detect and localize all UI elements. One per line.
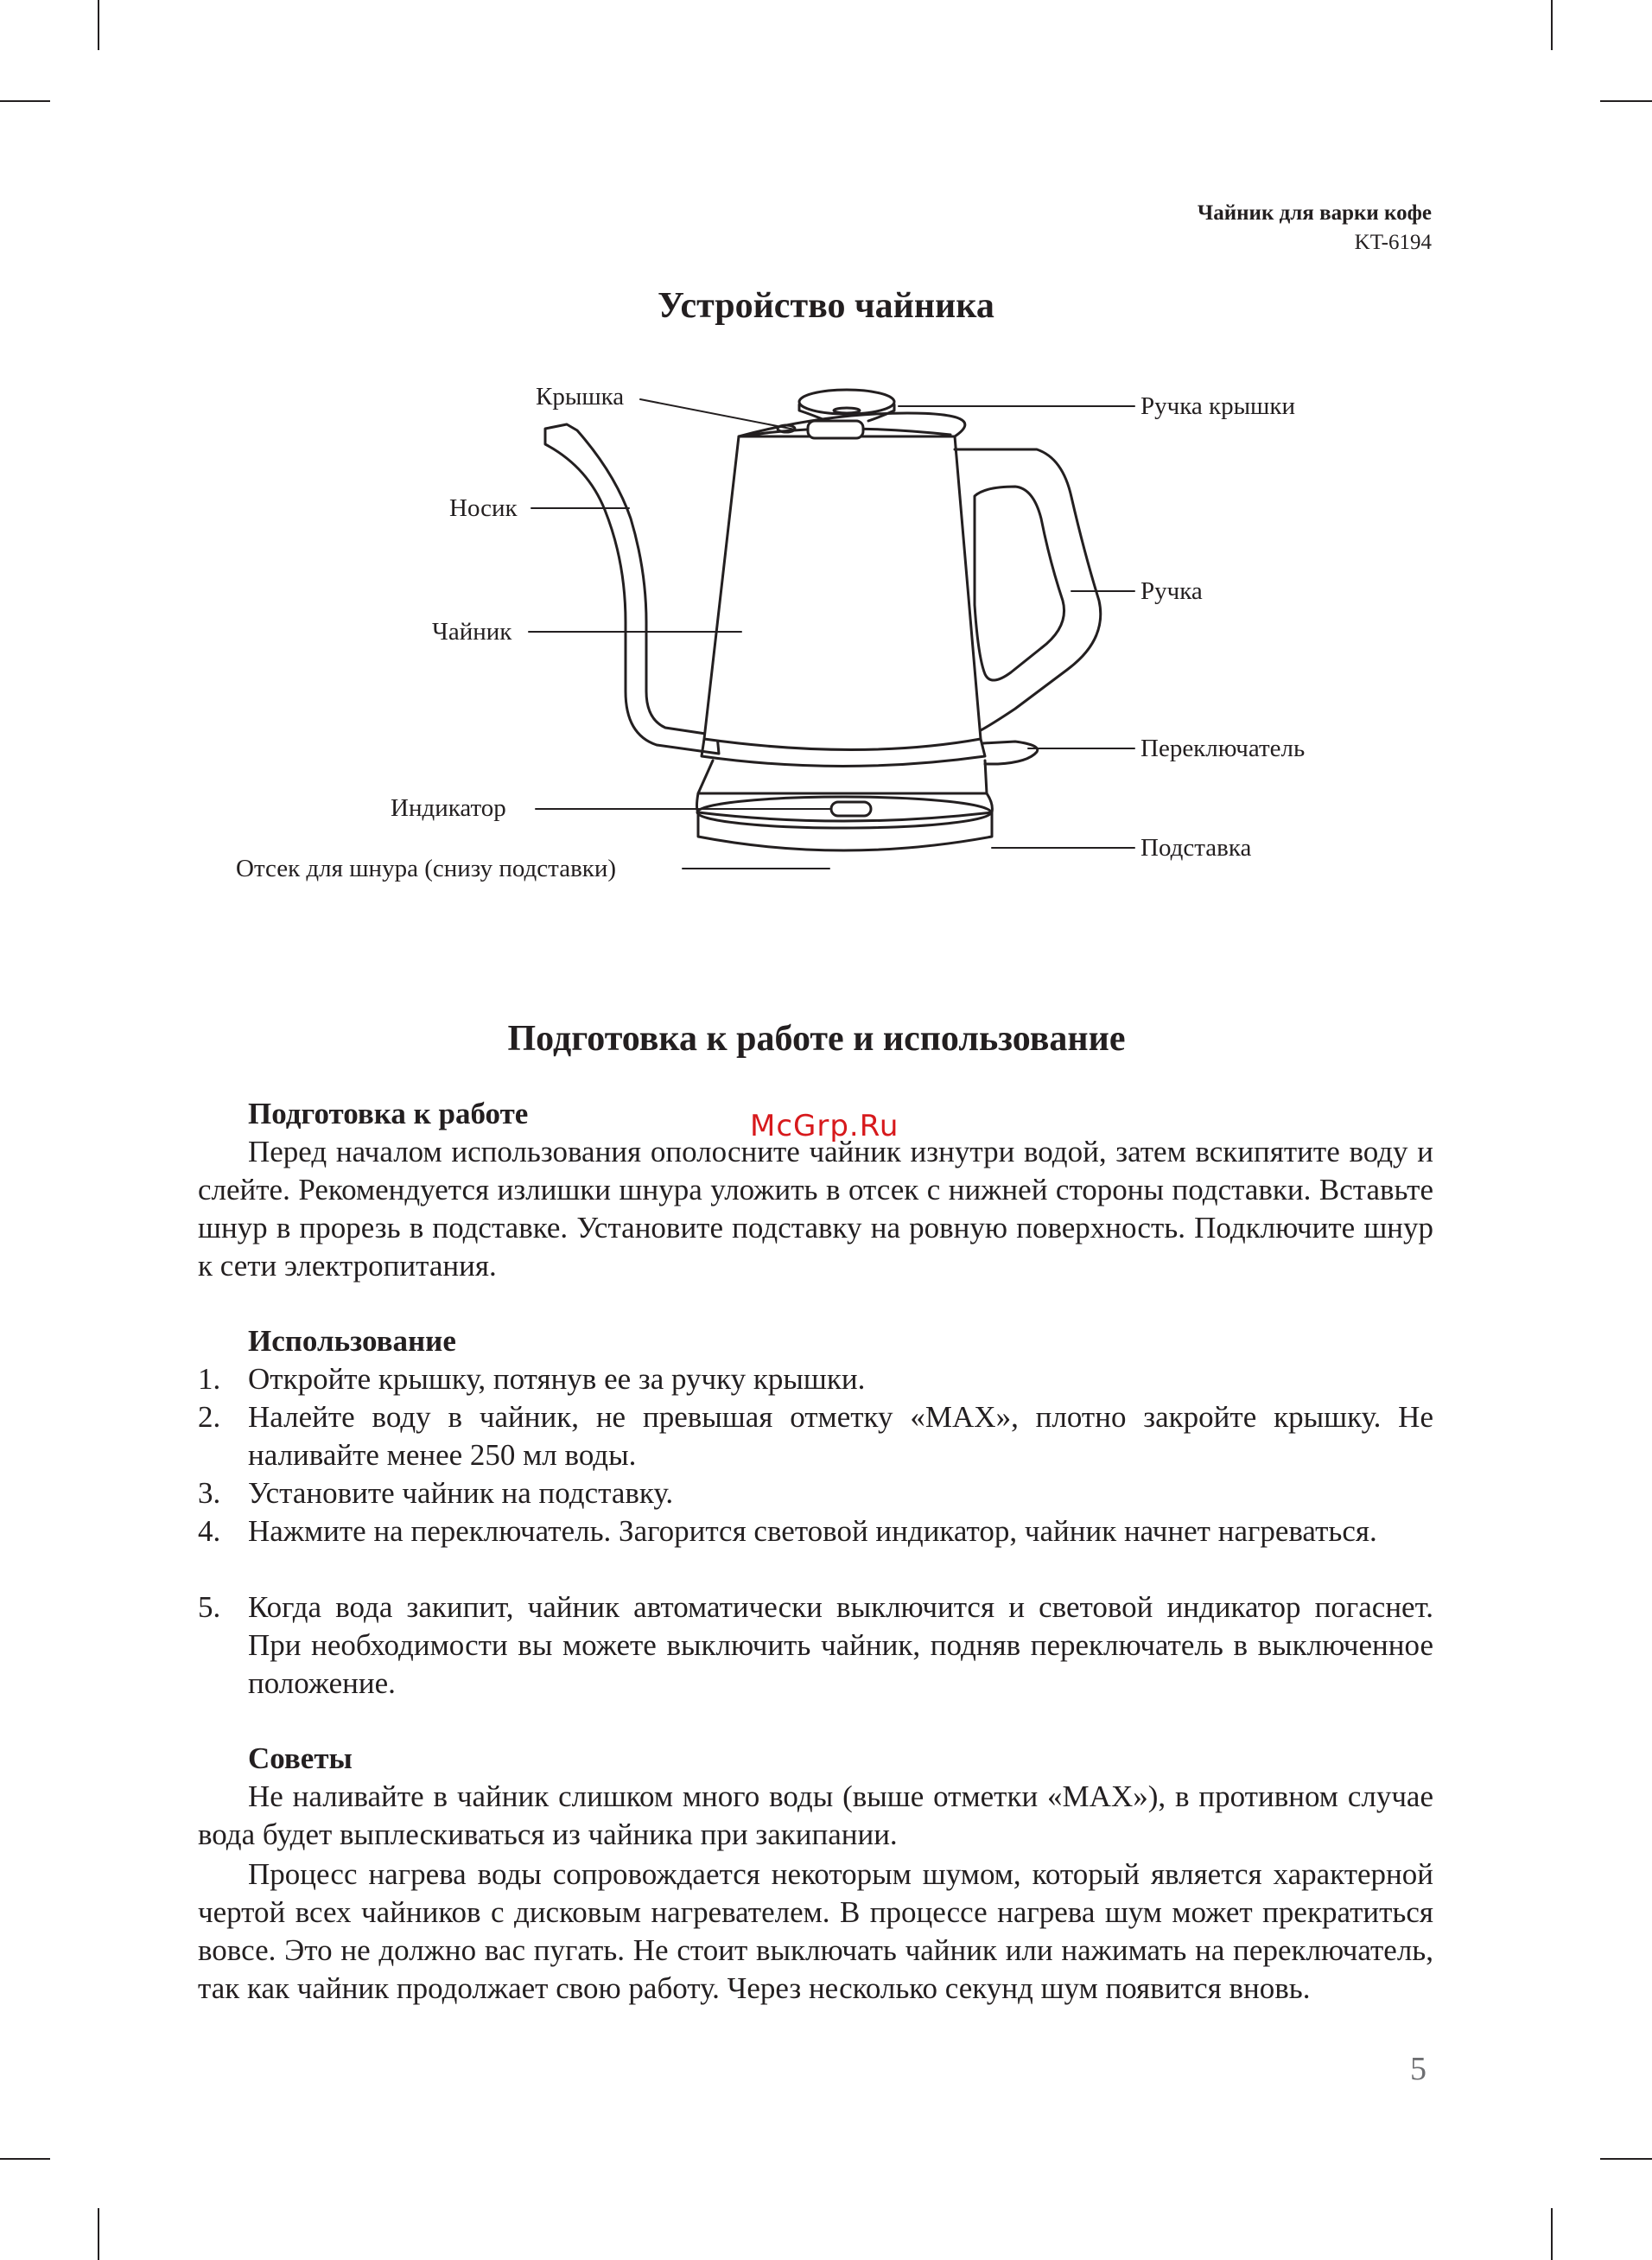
list-item-text: Установите чайник на подставку.	[248, 1476, 674, 1510]
crop-mark	[1551, 2208, 1553, 2260]
kettle-diagram	[0, 0, 1652, 951]
usage-section-title: Подготовка к работе и использование	[507, 1019, 1126, 1059]
list-item	[198, 1360, 1433, 1398]
crop-mark	[0, 2158, 50, 2160]
spout-shape	[545, 424, 719, 754]
list-item-number: 2.	[198, 1400, 221, 1434]
preparation-heading: Подготовка к работе	[248, 1097, 529, 1130]
label-switch: Переключатель	[1141, 735, 1306, 762]
crop-mark	[1600, 2158, 1652, 2160]
list-item	[198, 1398, 1433, 1474]
device-section-title: Устройство чайника	[658, 286, 994, 326]
list-item	[198, 1474, 1433, 1512]
crop-mark	[98, 2208, 99, 2260]
list-item-number: 5.	[198, 1590, 221, 1624]
list-item-number: 4.	[198, 1514, 221, 1548]
label-indicator: Индикатор	[391, 794, 506, 822]
list-item-text: Налейте воду в чайник, не превышая отметку «MAX», плотно закройте крышку. Не наливайте менее 250 мл воды.	[248, 1400, 1433, 1472]
page-number: 5	[1410, 2051, 1426, 2087]
tips-paragraph: Процесс нагрева воды сопровождается некоторым шумом, который является характерной чертой всех чайников с дисковым нагревателем. В процессе нагрева шум может прекратиться вовсе. Это не должно вас пугать. Не стоит выключать чайник или нажимать на переключатель, так как чайник продолжает свою работу. Через несколько секунд шум появится вновь.	[198, 1857, 1433, 2005]
label-cord-compartment: Отсек для шнура (снизу подставки)	[236, 855, 617, 882]
label-spout: Носик	[449, 494, 518, 522]
watermark: McGrp.Ru	[750, 1109, 899, 1143]
list-item-text: Нажмите на переключатель. Загорится световой индикатор, чайник начнет нагреваться.	[248, 1514, 1377, 1548]
base-shape	[697, 761, 993, 850]
label-handle: Ручка	[1141, 577, 1203, 605]
list-item-number: 1.	[198, 1362, 221, 1396]
label-lid: Крышка	[536, 383, 625, 411]
preparation-paragraph: Перед началом использования ополосните чайник изнутри водой, затем вскипятите воду и слейте. Рекомендуется излишки шнура уложить в отсек с нижней стороны подставки. Вставьте шнур в прорезь в подставке. Установите подставку на ровную поверхность. Подключите шнур к сети электропитания.	[198, 1135, 1433, 1283]
header-title: Чайник для варки кофе	[1197, 201, 1432, 225]
label-kettle: Чайник	[432, 618, 512, 646]
use-heading: Использование	[248, 1324, 456, 1358]
header-model: KT-6194	[1354, 231, 1432, 254]
switch-shape	[983, 742, 1038, 764]
list-item	[198, 1588, 1433, 1703]
list-item-number: 3.	[198, 1476, 221, 1510]
list-item-text: Откройте крышку, потянув ее за ручку крышки.	[248, 1362, 866, 1396]
list-item	[198, 1512, 1433, 1550]
tips-heading: Советы	[248, 1741, 353, 1775]
kettle-body-shape	[702, 413, 985, 767]
label-base: Подставка	[1141, 834, 1252, 862]
list-item-text: Когда вода закипит, чайник автоматически выключится и световой индикатор погаснет. При необходимости вы можете выключить чайник, подняв переключатель в выключенное положение.	[248, 1590, 1433, 1700]
label-lid-handle: Ручка крышки	[1141, 392, 1295, 420]
tips-paragraph: Не наливайте в чайник слишком много воды (выше отметки «MAX»), в противном случае вода будет выплескиваться из чайника при закипании.	[198, 1779, 1433, 1851]
